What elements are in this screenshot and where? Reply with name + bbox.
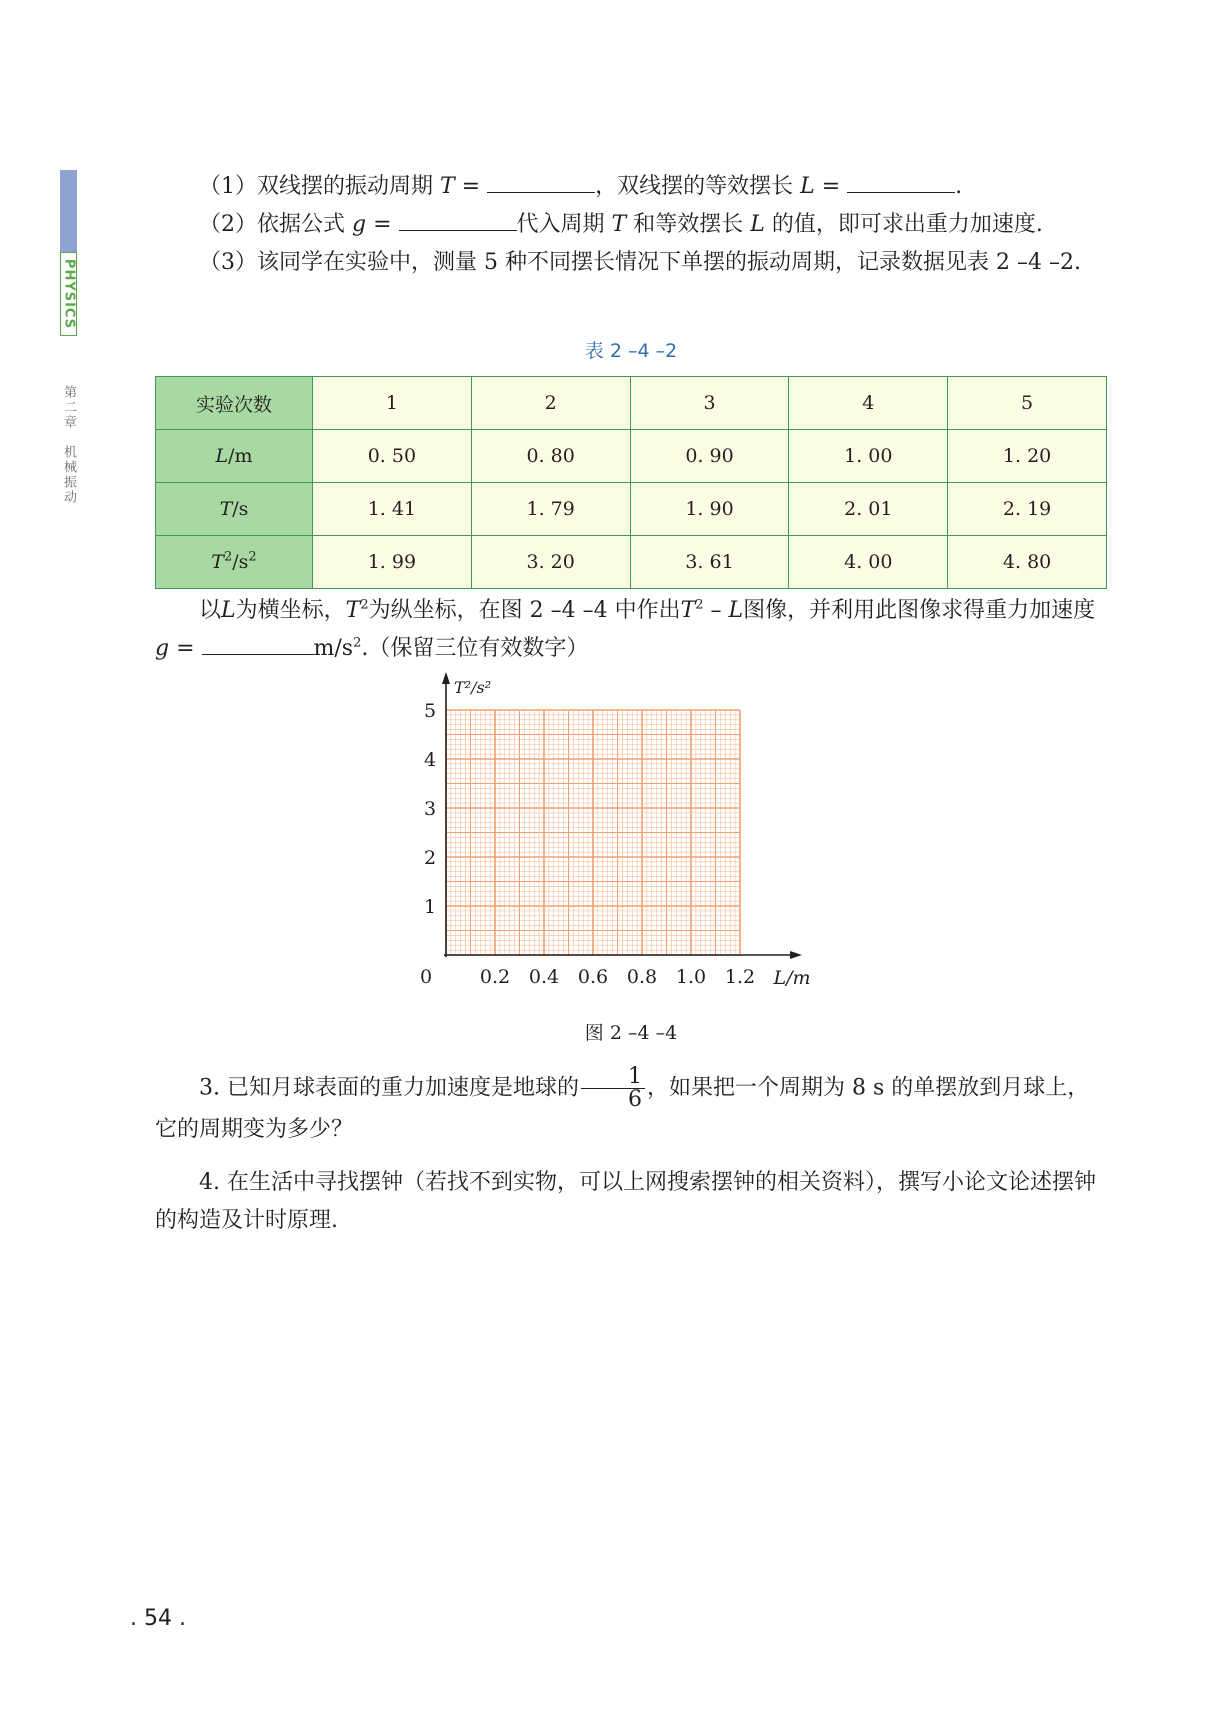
y-axis-arrow-icon [442,672,450,684]
graph-figure [410,670,840,1005]
figure-caption: 图 2 –4 –4 [584,1022,678,1044]
answer-blank-period[interactable] [487,172,595,193]
answer-blank-formula[interactable] [399,210,517,231]
table-row [156,377,1107,430]
table-cell: 0. 90 [630,430,789,483]
table-header-cell: 实验次数 [156,377,313,430]
y-tick-label: 5 [423,700,437,722]
graph-paper-chart[interactable] [410,670,840,1005]
table-cell: 0. 50 [313,430,472,483]
table-cell: 4. 80 [948,536,1107,589]
table-caption: 表 2 –4 –2 [584,340,678,362]
x-axis-label: L/m [773,967,811,989]
table-row [156,430,1107,483]
table-cell: 1. 99 [313,536,472,589]
question-clock: 4. 在生活中寻找摆钟（若找不到实物，可以上网搜索摆钟的相关资料），撰写小论文论述摆钟的构造及计时原理. [155,1170,1096,1233]
question-moon: 3. 已知月球表面的重力加速度是地球的 $\frac{1}{6}$ ，如果把一个周期为 8 s 的单摆放到月球上，它的周期变为多少？ [155,1064,1090,1142]
table-cell: 2. 01 [789,483,948,536]
table-cell: 1. 20 [948,430,1107,483]
table-cell: 2 [471,377,630,430]
origin-label: 0 [419,966,433,988]
y-axis-label: T²/s² [454,678,492,697]
chapter-label: 第二章 机械振动 [61,385,76,505]
table-row [156,483,1107,536]
x-tick-label: 0.2 [479,966,511,988]
table-cell: 3 [630,377,789,430]
table-cell: 0. 80 [471,430,630,483]
x-tick-label: 0.8 [626,966,658,988]
table-row-label: T/s [156,483,313,536]
table-cell: 1. 79 [471,483,630,536]
data-table [155,376,1107,589]
fraction-one-sixth: $\frac{1}{6}$ [581,1066,645,1111]
table-cell: 3. 61 [630,536,789,589]
x-tick-label: 1.2 [724,966,756,988]
table-cell: 3. 20 [471,536,630,589]
y-tick-label: 4 [423,749,437,771]
subject-label: PHYSICS [61,258,76,330]
table-cell: 1. 90 [630,483,789,536]
x-axis-arrow-icon [790,951,802,959]
question-3: （3）该同学在实验中，测量 5 种不同摆长情况下单摆的振动周期，记录数据见表 2 –4 –2. [199,250,1081,275]
plot-instruction: 以L为横坐标，$T^2$为纵坐标，在图 2 –4 –4 中作出$T^2$ – L图像，并利用此图像求得重力加速度 $g = m/s^2$.（保留三位有效数字） [155,597,1096,661]
table-cell: 5 [948,377,1107,430]
answer-blank-gravity[interactable] [202,634,314,655]
table-cell: 1. 00 [789,430,948,483]
x-tick-label: 1.0 [675,966,707,988]
table-row-label: L/m [156,430,313,483]
table-cell: 4. 00 [789,536,948,589]
question-1: （1）双线摆的振动周期 T = ，双线摆的等效摆长 L = . [199,174,963,199]
table-cell: 1 [313,377,472,430]
table-row [156,536,1107,589]
page-number: . 54 . [130,1606,186,1631]
y-tick-label: 1 [423,896,437,918]
table-cell: 1. 41 [313,483,472,536]
question-2: （2）依据公式 g = 代入周期 T 和等效摆长 L 的值，即可求出重力加速度. [199,212,1043,237]
y-tick-label: 3 [423,798,437,820]
table-cell: 4 [789,377,948,430]
x-tick-label: 0.6 [577,966,609,988]
table-cell: 2. 19 [948,483,1107,536]
x-tick-label: 0.4 [528,966,560,988]
table-row-label: $T^2/s^2$ [156,536,313,589]
answer-blank-length[interactable] [847,172,955,193]
sidebar-color-bar [60,170,77,252]
y-tick-label: 2 [423,847,437,869]
subject-tab [60,252,77,336]
